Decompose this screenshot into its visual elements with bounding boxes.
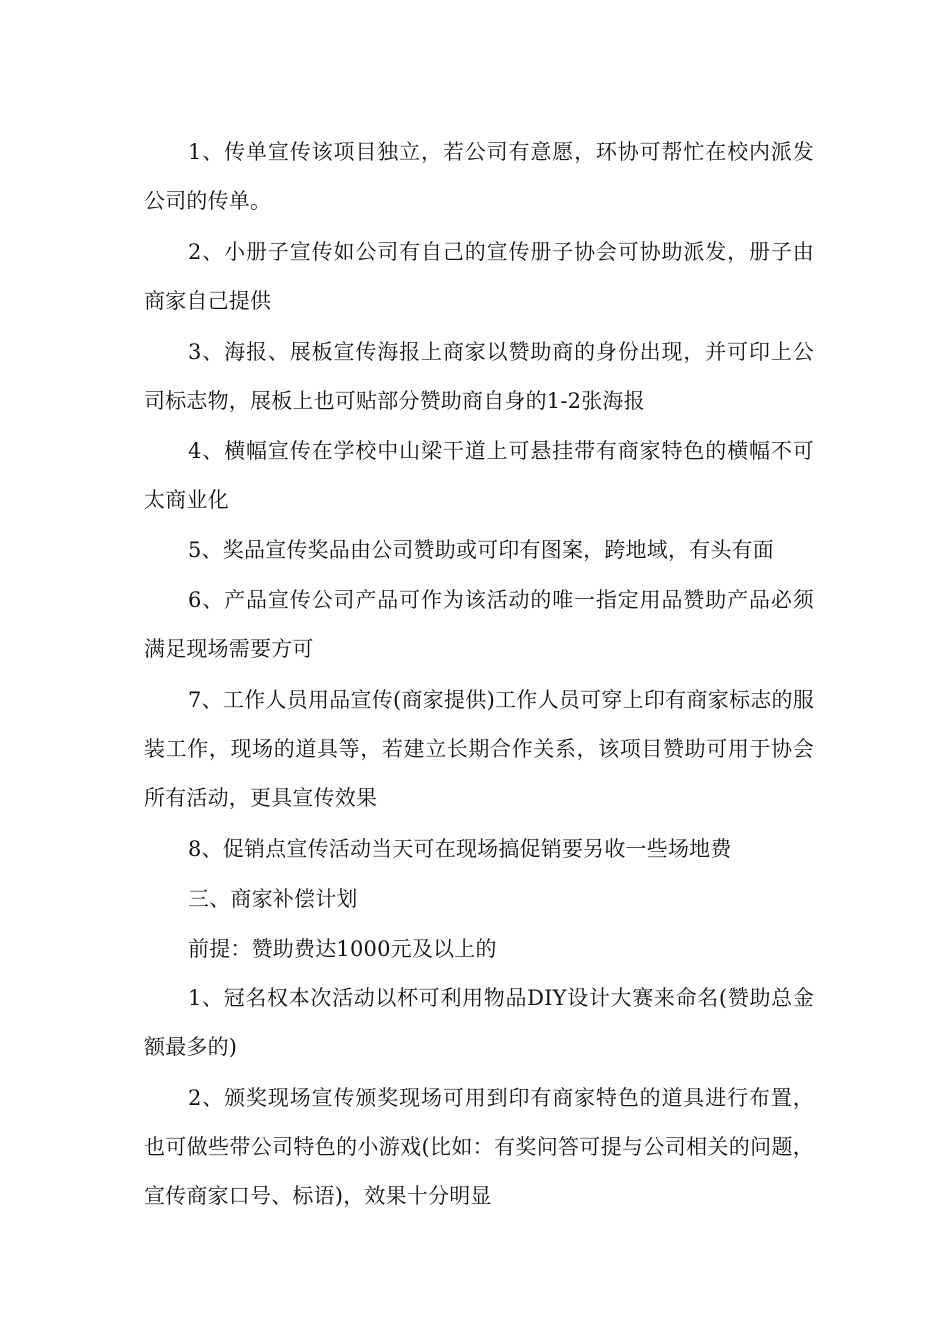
paragraph-prize-promotion: 5、奖品宣传奖品由公司赞助或可印有图案，跨地域，有头有面 — [188, 538, 774, 562]
paragraph-banner-promotion: 4、横幅宣传在学校中山梁干道上可悬挂带有商家特色的横幅不可太商业化 — [144, 439, 814, 512]
paragraph-sales-point-promotion: 8、促销点宣传活动当天可在现场搞促销要另收一些场地费 — [188, 837, 732, 861]
paragraph-poster-promotion: 3、海报、展板宣传海报上商家以赞助商的身份出现，并可印上公司标志物，展板上也可贴部分赞助商自身的1-2张海报 — [144, 340, 814, 413]
paragraph-award-ceremony: 2、颁奖现场宣传颁奖现场可用到印有商家特色的道具进行布置，也可做些带公司特色的小游戏(比如：有奖问答可提与公司相关的问题，宣传商家口号、标语)，效果十分明显 — [144, 1086, 814, 1208]
paragraph-flyer-promotion: 1、传单宣传该项目独立，若公司有意愿，环协可帮忙在校内派发公司的传单。 — [144, 140, 814, 213]
paragraph-staff-promotion: 7、工作人员用品宣传(商家提供)工作人员可穿上印有商家标志的服装工作，现场的道具等，若建立长期合作关系，该项目赞助可用于协会所有活动，更具宣传效果 — [144, 688, 814, 810]
paragraph-precondition: 前提：赞助费达1000元及以上的 — [188, 937, 497, 961]
paragraph-naming-rights: 1、冠名权本次活动以杯可利用物品DIY设计大赛来命名(赞助总金额最多的) — [144, 986, 814, 1059]
paragraph-product-promotion: 6、产品宣传公司产品可作为该活动的唯一指定用品赞助产品必须满足现场需要方可 — [144, 588, 814, 661]
section-heading-compensation: 三、商家补偿计划 — [188, 887, 358, 911]
paragraph-booklet-promotion: 2、小册子宣传如公司有自己的宣传册子协会可协助派发，册子由商家自己提供 — [144, 240, 814, 313]
